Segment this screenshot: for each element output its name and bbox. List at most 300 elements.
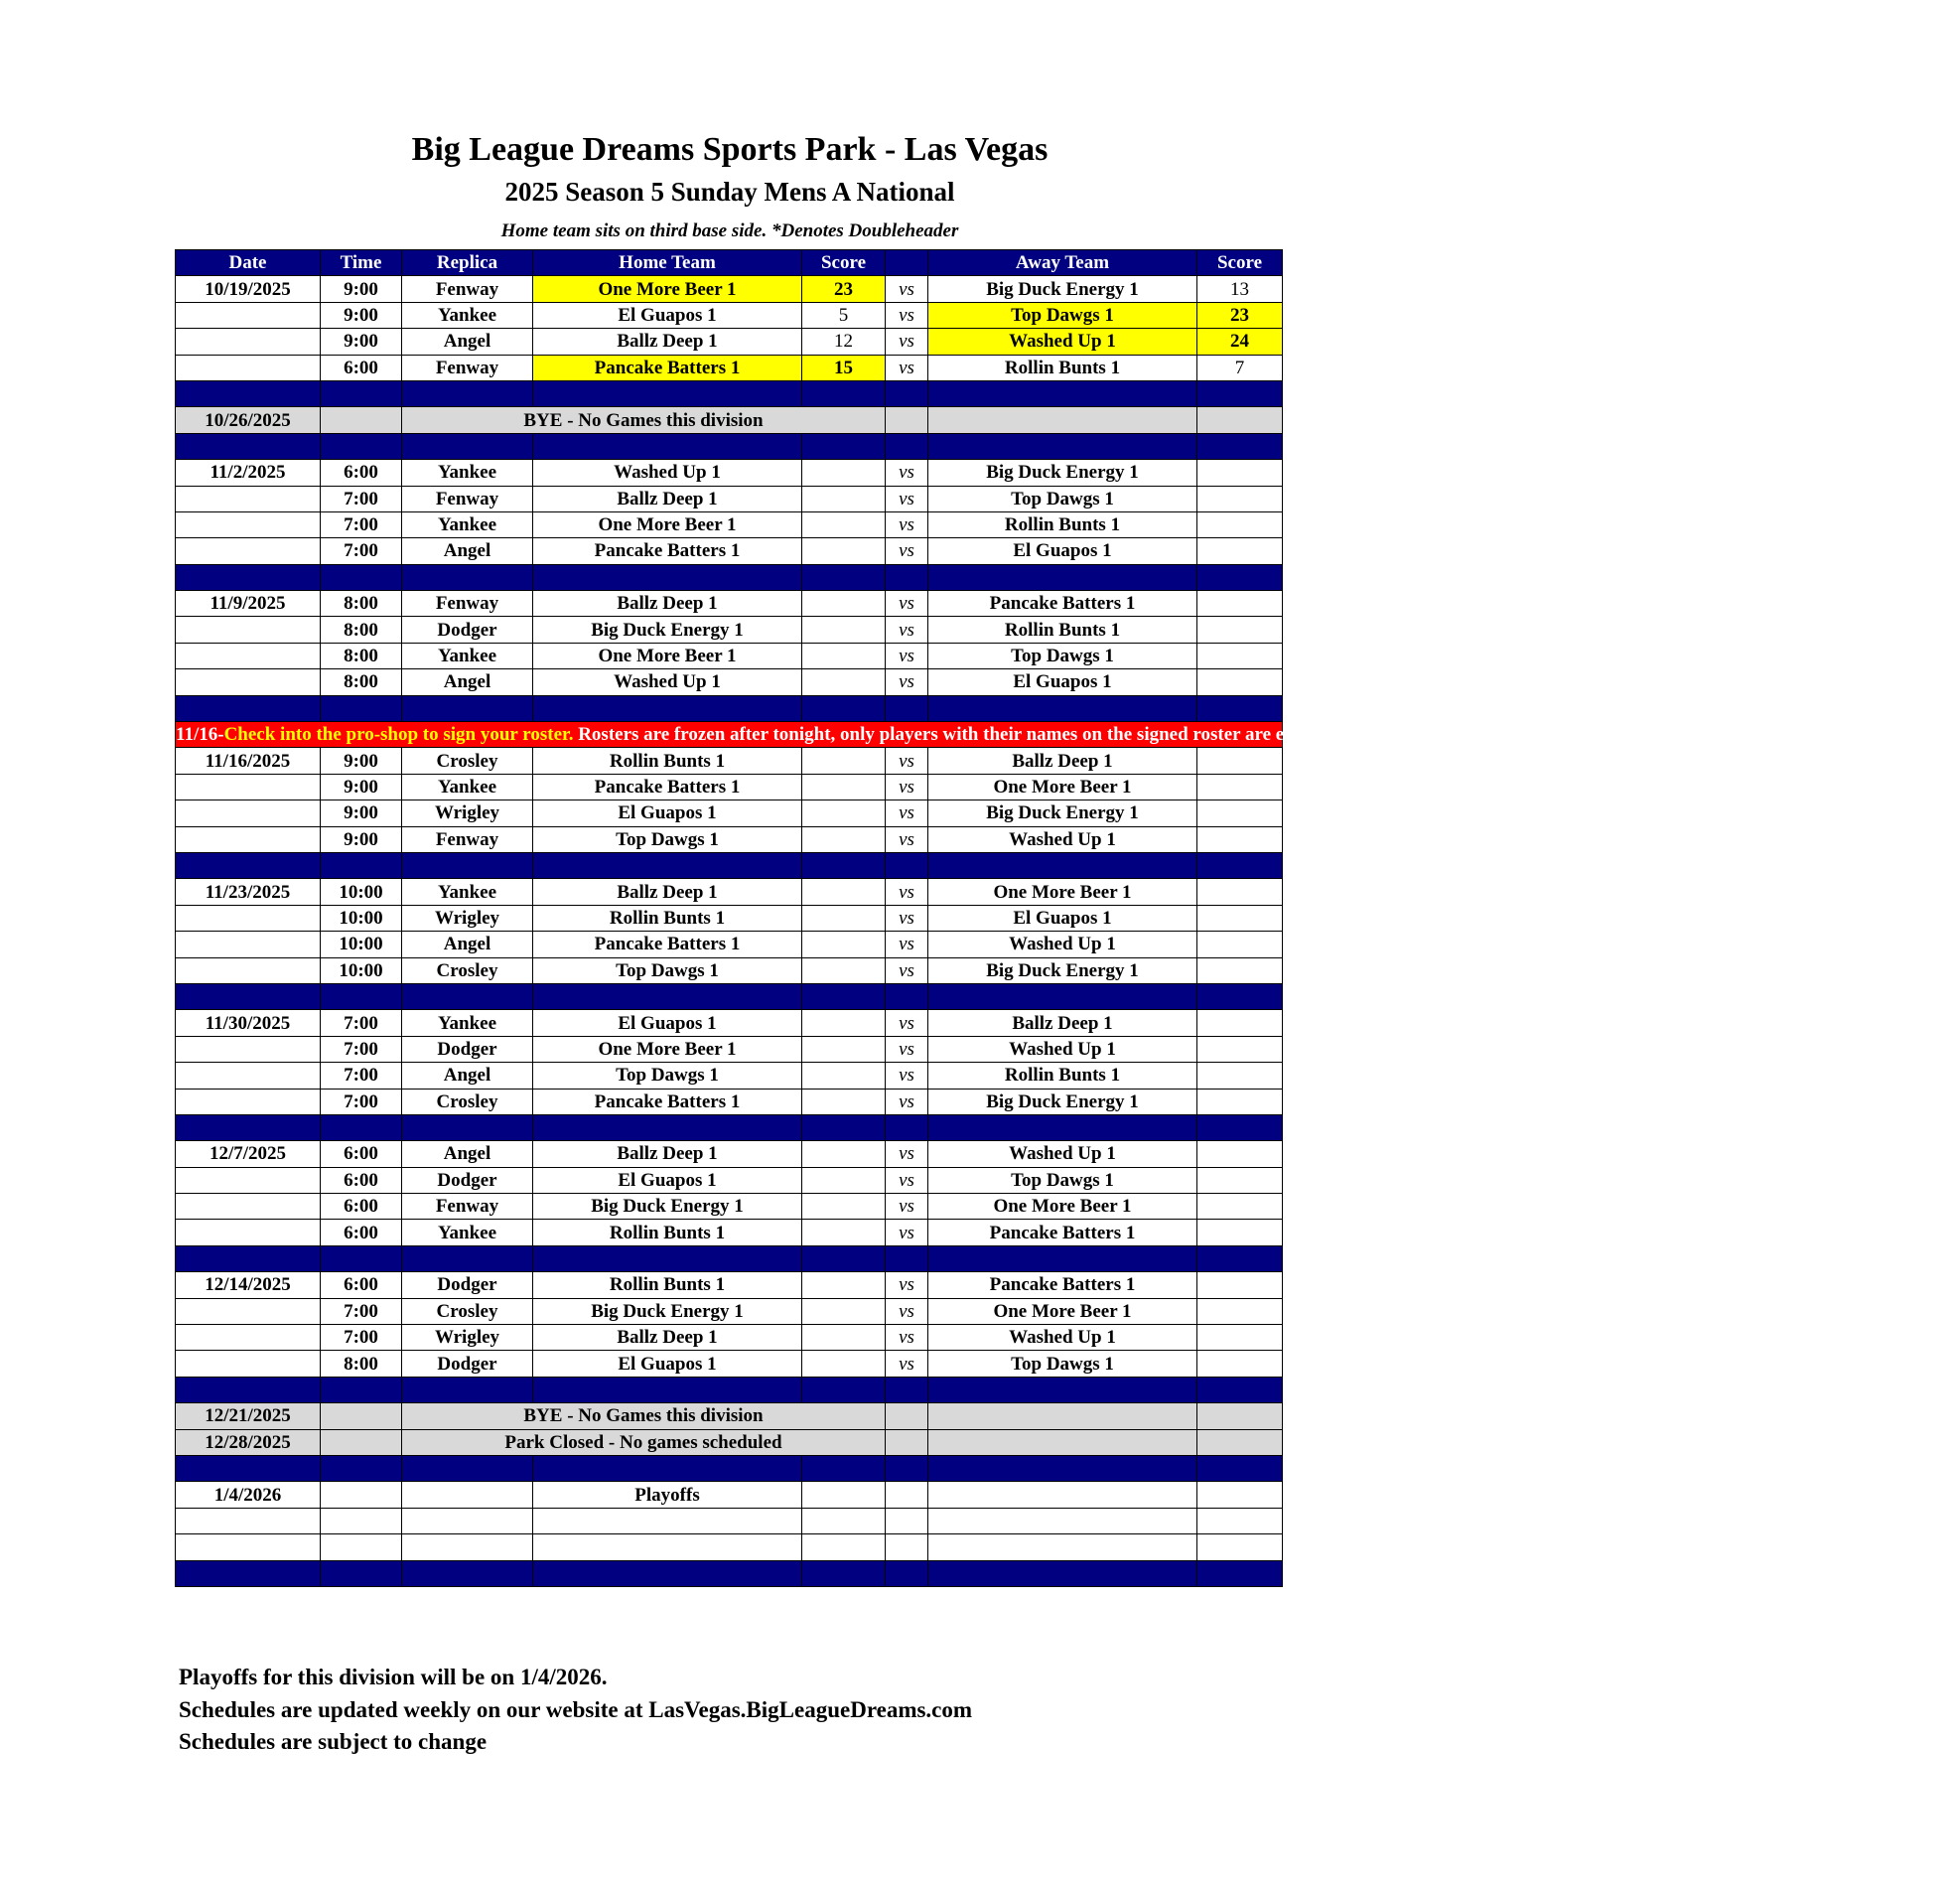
- vs-cell: vs: [886, 276, 928, 302]
- separator-cell: [321, 1114, 402, 1140]
- away-team-cell: Washed Up 1: [928, 932, 1197, 957]
- time-cell: 9:00: [321, 748, 402, 774]
- separator-cell: [321, 852, 402, 878]
- away-team-cell: Washed Up 1: [928, 826, 1197, 852]
- time-cell: [321, 1508, 402, 1533]
- home-score-cell: [802, 1089, 886, 1114]
- away-score-cell: 23: [1197, 302, 1283, 328]
- home-score-cell: 5: [802, 302, 886, 328]
- separator-cell: [802, 983, 886, 1009]
- col-header-vs: [886, 250, 928, 276]
- away-team-cell: Big Duck Energy 1: [928, 1089, 1197, 1114]
- separator-cell: [176, 983, 321, 1009]
- vs-cell: vs: [886, 1298, 928, 1324]
- away-score-cell: [1197, 1351, 1283, 1377]
- field-cell: Fenway: [402, 826, 533, 852]
- separator-cell: [1197, 983, 1283, 1009]
- separator-row: [176, 1455, 1283, 1481]
- date-cell: [176, 905, 321, 931]
- separator-cell: [802, 1114, 886, 1140]
- col-header-time: Time: [321, 250, 402, 276]
- home-score-cell: [802, 879, 886, 905]
- time-cell: 10:00: [321, 879, 402, 905]
- home-score-cell: [802, 826, 886, 852]
- separator-cell: [321, 433, 402, 459]
- home-team-cell: Top Dawgs 1: [533, 826, 802, 852]
- separator-cell: [802, 695, 886, 721]
- game-row: [176, 1167, 1283, 1193]
- away-team-cell: Pancake Batters 1: [928, 1220, 1197, 1245]
- vs-cell: vs: [886, 1220, 928, 1245]
- home-team-cell: Ballz Deep 1: [533, 879, 802, 905]
- field-cell: Fenway: [402, 591, 533, 617]
- time-cell: 6:00: [321, 1272, 402, 1298]
- home-score-cell: [802, 486, 886, 511]
- field-cell: [402, 1534, 533, 1560]
- field-cell: [402, 1508, 533, 1533]
- separator-cell: [1197, 433, 1283, 459]
- home-team-cell: Big Duck Energy 1: [533, 1194, 802, 1220]
- separator-row: [176, 433, 1283, 459]
- away-score-cell: [1197, 1220, 1283, 1245]
- away-score-cell: [1197, 460, 1283, 486]
- away-score-cell: [1197, 511, 1283, 537]
- schedule-note: Home team sits on third base side. *Denotes Doubleheader: [500, 220, 959, 241]
- vs-cell: [886, 1508, 928, 1533]
- date-cell: 11/9/2025: [176, 591, 321, 617]
- separator-row: [176, 983, 1283, 1009]
- time-cell: [321, 1403, 402, 1429]
- away-team-cell: [928, 1429, 1197, 1455]
- separator-cell: [928, 1114, 1197, 1140]
- time-cell: 7:00: [321, 1063, 402, 1089]
- time-cell: 6:00: [321, 1167, 402, 1193]
- vs-cell: vs: [886, 511, 928, 537]
- home-team-cell: Big Duck Energy 1: [533, 617, 802, 643]
- away-team-cell: One More Beer 1: [928, 774, 1197, 800]
- away-score-cell: [1197, 1534, 1283, 1560]
- away-score-cell: 13: [1197, 276, 1283, 302]
- away-team-cell: Ballz Deep 1: [928, 1010, 1197, 1036]
- home-team-cell: Top Dawgs 1: [533, 1063, 802, 1089]
- field-cell: Angel: [402, 669, 533, 695]
- vs-cell: vs: [886, 355, 928, 380]
- away-score-cell: [1197, 669, 1283, 695]
- away-score-cell: [1197, 1167, 1283, 1193]
- separator-cell: [176, 695, 321, 721]
- date-cell: 10/26/2025: [176, 407, 321, 433]
- separator-cell: [402, 983, 533, 1009]
- vs-cell: vs: [886, 879, 928, 905]
- home-score-cell: 12: [802, 329, 886, 355]
- away-score-cell: [1197, 486, 1283, 511]
- date-cell: [176, 1089, 321, 1114]
- home-score-cell: [802, 1325, 886, 1351]
- game-row: [176, 1534, 1283, 1560]
- separator-cell: [402, 433, 533, 459]
- home-score-cell: [802, 1141, 886, 1167]
- game-row: [176, 329, 1283, 355]
- away-score-cell: [1197, 1194, 1283, 1220]
- col-header-replica: Replica: [402, 250, 533, 276]
- away-team-cell: Washed Up 1: [928, 1325, 1197, 1351]
- home-score-cell: [802, 1167, 886, 1193]
- time-cell: [321, 407, 402, 433]
- bye-message: Park Closed - No games scheduled: [402, 1429, 886, 1455]
- date-cell: [176, 302, 321, 328]
- separator-cell: [1197, 1245, 1283, 1271]
- date-cell: [176, 669, 321, 695]
- time-cell: 8:00: [321, 617, 402, 643]
- separator-cell: [321, 564, 402, 590]
- separator-row: [176, 1560, 1283, 1586]
- away-team-cell: Big Duck Energy 1: [928, 276, 1197, 302]
- field-cell: Angel: [402, 932, 533, 957]
- separator-cell: [928, 564, 1197, 590]
- vs-cell: [886, 1429, 928, 1455]
- field-cell: Yankee: [402, 1010, 533, 1036]
- separator-cell: [176, 433, 321, 459]
- time-cell: 9:00: [321, 800, 402, 826]
- separator-cell: [402, 564, 533, 590]
- field-cell: Yankee: [402, 302, 533, 328]
- separator-cell: [886, 564, 928, 590]
- date-cell: [176, 511, 321, 537]
- away-score-cell: [1197, 1010, 1283, 1036]
- separator-cell: [402, 1377, 533, 1402]
- vs-cell: vs: [886, 1194, 928, 1220]
- away-team-cell: El Guapos 1: [928, 538, 1197, 564]
- away-score-cell: [1197, 1403, 1283, 1429]
- game-row: [176, 355, 1283, 380]
- away-team-cell: [928, 407, 1197, 433]
- col-header-home-team: Home Team: [533, 250, 802, 276]
- separator-cell: [1197, 380, 1283, 406]
- footer-playoffs-note: Playoffs for this division will be on 1/4/2026.: [179, 1665, 608, 1689]
- away-score-cell: [1197, 1063, 1283, 1089]
- home-team-cell: One More Beer 1: [533, 643, 802, 668]
- time-cell: 8:00: [321, 1351, 402, 1377]
- time-cell: 9:00: [321, 302, 402, 328]
- field-cell: Fenway: [402, 486, 533, 511]
- separator-cell: [928, 380, 1197, 406]
- separator-cell: [321, 1560, 402, 1586]
- home-score-cell: [802, 538, 886, 564]
- bye-row: [176, 1429, 1283, 1455]
- date-cell: [176, 1036, 321, 1062]
- away-score-cell: [1197, 879, 1283, 905]
- home-score-cell: [802, 1063, 886, 1089]
- home-team-cell: Pancake Batters 1: [533, 1089, 802, 1114]
- separator-cell: [802, 433, 886, 459]
- vs-cell: vs: [886, 1272, 928, 1298]
- home-score-cell: 15: [802, 355, 886, 380]
- home-team-cell: Rollin Bunts 1: [533, 1220, 802, 1245]
- home-score-cell: [802, 932, 886, 957]
- away-team-cell: Top Dawgs 1: [928, 643, 1197, 668]
- separator-cell: [533, 852, 802, 878]
- away-score-cell: [1197, 591, 1283, 617]
- table-header-row: [176, 250, 1283, 276]
- home-score-cell: [802, 1482, 886, 1508]
- game-row: [176, 1298, 1283, 1324]
- home-team-cell: One More Beer 1: [533, 1036, 802, 1062]
- game-row: [176, 932, 1283, 957]
- separator-cell: [176, 1114, 321, 1140]
- away-team-cell: Washed Up 1: [928, 1141, 1197, 1167]
- away-team-cell: Big Duck Energy 1: [928, 460, 1197, 486]
- game-row: [176, 511, 1283, 537]
- away-score-cell: [1197, 1141, 1283, 1167]
- separator-cell: [533, 695, 802, 721]
- vs-cell: vs: [886, 643, 928, 668]
- separator-cell: [886, 433, 928, 459]
- bye-message: BYE - No Games this division: [402, 1403, 886, 1429]
- game-row: [176, 276, 1283, 302]
- time-cell: 7:00: [321, 1325, 402, 1351]
- time-cell: 7:00: [321, 538, 402, 564]
- time-cell: 7:00: [321, 1089, 402, 1114]
- separator-row: [176, 1245, 1283, 1271]
- date-cell: 12/21/2025: [176, 1403, 321, 1429]
- vs-cell: vs: [886, 1325, 928, 1351]
- time-cell: 9:00: [321, 826, 402, 852]
- field-cell: Yankee: [402, 511, 533, 537]
- vs-cell: vs: [886, 460, 928, 486]
- separator-cell: [1197, 1560, 1283, 1586]
- game-row: [176, 1482, 1283, 1508]
- field-cell: Angel: [402, 329, 533, 355]
- away-score-cell: [1197, 538, 1283, 564]
- away-score-cell: [1197, 826, 1283, 852]
- home-score-cell: 23: [802, 276, 886, 302]
- away-score-cell: [1197, 1508, 1283, 1533]
- separator-cell: [886, 1377, 928, 1402]
- vs-cell: vs: [886, 1167, 928, 1193]
- field-cell: Dodger: [402, 1351, 533, 1377]
- field-cell: Dodger: [402, 1272, 533, 1298]
- game-row: [176, 1351, 1283, 1377]
- date-cell: 12/7/2025: [176, 1141, 321, 1167]
- field-cell: Angel: [402, 1141, 533, 1167]
- home-team-cell: Washed Up 1: [533, 669, 802, 695]
- vs-cell: vs: [886, 591, 928, 617]
- home-team-cell: Rollin Bunts 1: [533, 748, 802, 774]
- home-team-cell: Ballz Deep 1: [533, 1141, 802, 1167]
- date-cell: 10/19/2025: [176, 276, 321, 302]
- date-cell: [176, 538, 321, 564]
- bye-row: [176, 1403, 1283, 1429]
- date-cell: [176, 1220, 321, 1245]
- vs-cell: vs: [886, 800, 928, 826]
- field-cell: Fenway: [402, 1194, 533, 1220]
- away-team-cell: Top Dawgs 1: [928, 486, 1197, 511]
- away-team-cell: Rollin Bunts 1: [928, 1063, 1197, 1089]
- away-team-cell: [928, 1482, 1197, 1508]
- home-team-cell: Ballz Deep 1: [533, 486, 802, 511]
- home-team-cell: Rollin Bunts 1: [533, 905, 802, 931]
- notice-text: Rosters are frozen after tonight, only players with their names on the signed roster are eligible for playoffs. Please check carefully as changes will not be made for omissions.: [573, 724, 1960, 746]
- game-row: [176, 1063, 1283, 1089]
- separator-cell: [1197, 695, 1283, 721]
- home-score-cell: [802, 643, 886, 668]
- away-team-cell: [928, 1534, 1197, 1560]
- game-row: [176, 748, 1283, 774]
- vs-cell: vs: [886, 486, 928, 511]
- field-cell: Crosley: [402, 1089, 533, 1114]
- date-cell: [176, 1325, 321, 1351]
- away-team-cell: One More Beer 1: [928, 1194, 1197, 1220]
- separator-cell: [886, 1560, 928, 1586]
- game-row: [176, 1141, 1283, 1167]
- vs-cell: vs: [886, 905, 928, 931]
- home-score-cell: [802, 1010, 886, 1036]
- separator-cell: [176, 380, 321, 406]
- separator-cell: [321, 1377, 402, 1402]
- roster-notice: [176, 722, 1960, 748]
- away-team-cell: Ballz Deep 1: [928, 748, 1197, 774]
- roster-notice-row: [176, 722, 1283, 748]
- separator-cell: [402, 380, 533, 406]
- home-score-cell: [802, 957, 886, 983]
- field-cell: Dodger: [402, 1167, 533, 1193]
- vs-cell: vs: [886, 1010, 928, 1036]
- game-row: [176, 1508, 1283, 1533]
- separator-cell: [402, 1114, 533, 1140]
- time-cell: 6:00: [321, 1220, 402, 1245]
- away-score-cell: 24: [1197, 329, 1283, 355]
- date-cell: 1/4/2026: [176, 1482, 321, 1508]
- date-cell: 11/30/2025: [176, 1010, 321, 1036]
- vs-cell: vs: [886, 1351, 928, 1377]
- home-score-cell: [802, 460, 886, 486]
- away-score-cell: [1197, 407, 1283, 433]
- away-team-cell: Pancake Batters 1: [928, 591, 1197, 617]
- home-team-cell: One More Beer 1: [533, 511, 802, 537]
- away-team-cell: Pancake Batters 1: [928, 1272, 1197, 1298]
- home-score-cell: [802, 1351, 886, 1377]
- separator-cell: [802, 380, 886, 406]
- separator-cell: [533, 1455, 802, 1481]
- time-cell: 10:00: [321, 957, 402, 983]
- separator-cell: [176, 1377, 321, 1402]
- away-score-cell: [1197, 1325, 1283, 1351]
- separator-cell: [886, 852, 928, 878]
- field-cell: Crosley: [402, 748, 533, 774]
- separator-cell: [176, 1455, 321, 1481]
- home-score-cell: [802, 1298, 886, 1324]
- game-row: [176, 460, 1283, 486]
- date-cell: 11/16/2025: [176, 748, 321, 774]
- game-row: [176, 1220, 1283, 1245]
- home-team-cell: Big Duck Energy 1: [533, 1298, 802, 1324]
- vs-cell: vs: [886, 1063, 928, 1089]
- game-row: [176, 486, 1283, 511]
- vs-cell: vs: [886, 1036, 928, 1062]
- home-team-cell: Washed Up 1: [533, 460, 802, 486]
- date-cell: [176, 1508, 321, 1533]
- time-cell: 6:00: [321, 355, 402, 380]
- home-team-cell: Top Dawgs 1: [533, 957, 802, 983]
- away-score-cell: [1197, 1482, 1283, 1508]
- bye-message: BYE - No Games this division: [402, 407, 886, 433]
- away-team-cell: Top Dawgs 1: [928, 302, 1197, 328]
- field-cell: Dodger: [402, 617, 533, 643]
- notice-date: 11/16-: [176, 724, 224, 746]
- game-row: [176, 957, 1283, 983]
- separator-row: [176, 564, 1283, 590]
- date-cell: [176, 329, 321, 355]
- game-row: [176, 800, 1283, 826]
- field-cell: Dodger: [402, 1036, 533, 1062]
- time-cell: 6:00: [321, 1141, 402, 1167]
- separator-cell: [402, 695, 533, 721]
- date-cell: [176, 355, 321, 380]
- separator-cell: [321, 1245, 402, 1271]
- away-team-cell: Rollin Bunts 1: [928, 355, 1197, 380]
- field-cell: Wrigley: [402, 800, 533, 826]
- time-cell: 7:00: [321, 511, 402, 537]
- home-score-cell: [802, 511, 886, 537]
- separator-cell: [928, 852, 1197, 878]
- game-row: [176, 1325, 1283, 1351]
- vs-cell: [886, 407, 928, 433]
- date-cell: [176, 1534, 321, 1560]
- separator-cell: [1197, 564, 1283, 590]
- away-team-cell: One More Beer 1: [928, 879, 1197, 905]
- separator-cell: [176, 1245, 321, 1271]
- time-cell: 10:00: [321, 932, 402, 957]
- separator-cell: [1197, 1114, 1283, 1140]
- vs-cell: vs: [886, 538, 928, 564]
- home-team-cell: Ballz Deep 1: [533, 1325, 802, 1351]
- separator-row: [176, 695, 1283, 721]
- game-row: [176, 302, 1283, 328]
- time-cell: 6:00: [321, 1194, 402, 1220]
- home-team-cell: El Guapos 1: [533, 1351, 802, 1377]
- home-team-cell: Pancake Batters 1: [533, 932, 802, 957]
- away-score-cell: [1197, 1089, 1283, 1114]
- time-cell: 8:00: [321, 669, 402, 695]
- home-score-cell: [802, 774, 886, 800]
- date-cell: [176, 617, 321, 643]
- col-header-away-team: Away Team: [928, 250, 1197, 276]
- field-cell: Crosley: [402, 957, 533, 983]
- time-cell: 6:00: [321, 460, 402, 486]
- game-row: [176, 1272, 1283, 1298]
- home-score-cell: [802, 591, 886, 617]
- separator-cell: [928, 1245, 1197, 1271]
- vs-cell: [886, 1534, 928, 1560]
- date-cell: [176, 1351, 321, 1377]
- separator-cell: [928, 1377, 1197, 1402]
- separator-cell: [802, 1377, 886, 1402]
- away-team-cell: Washed Up 1: [928, 329, 1197, 355]
- date-cell: 11/23/2025: [176, 879, 321, 905]
- home-score-cell: [802, 905, 886, 931]
- game-row: [176, 879, 1283, 905]
- date-cell: [176, 1298, 321, 1324]
- separator-cell: [928, 1560, 1197, 1586]
- home-team-cell: El Guapos 1: [533, 1010, 802, 1036]
- footer-change-note: Schedules are subject to change: [179, 1729, 488, 1754]
- away-score-cell: [1197, 1429, 1283, 1455]
- home-team-cell: [533, 1508, 802, 1533]
- separator-row: [176, 852, 1283, 878]
- game-row: [176, 1036, 1283, 1062]
- home-score-cell: [802, 1220, 886, 1245]
- vs-cell: vs: [886, 329, 928, 355]
